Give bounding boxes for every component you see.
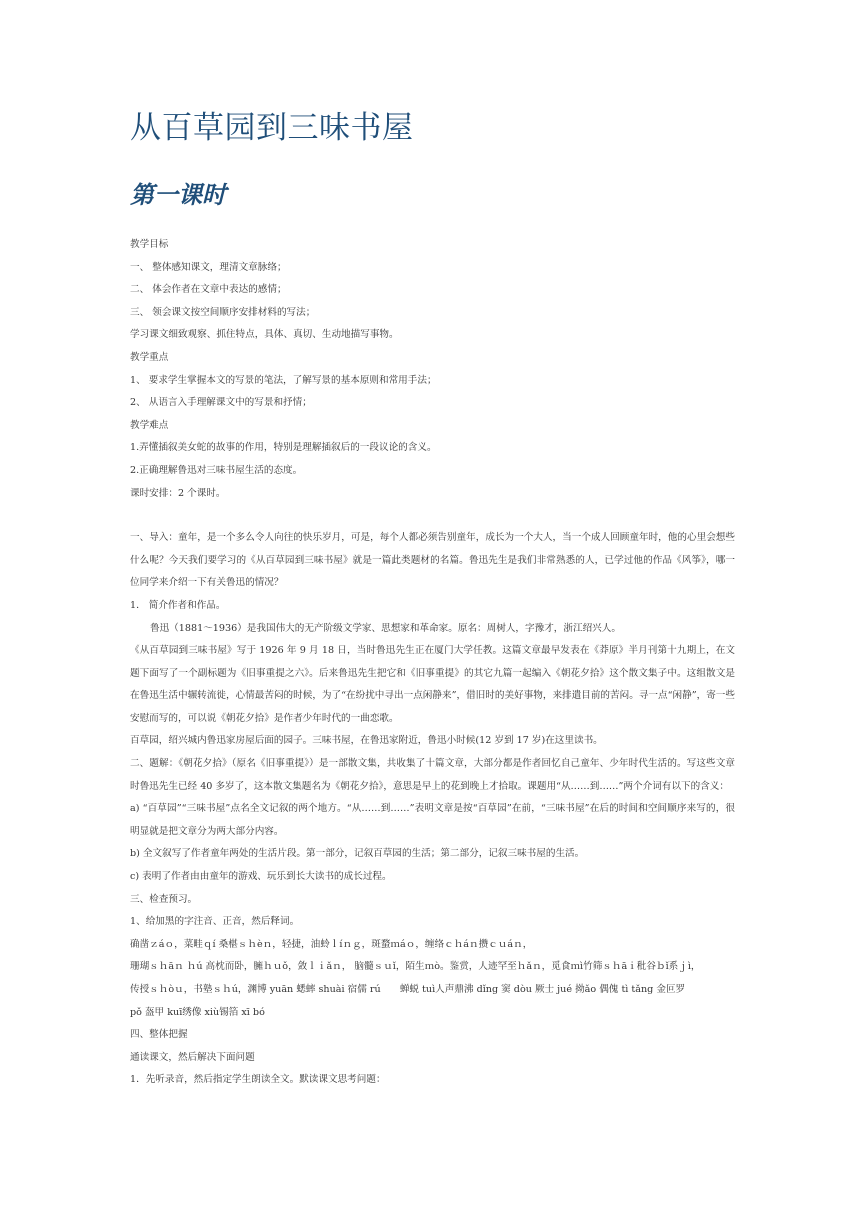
document-page: [130, 108, 735, 1092]
point-c: c) 表明了作者由由童年的游戏、玩乐到长大读书的成长过程。: [130, 871, 392, 883]
objective-item: 一、 整体感知课文，理清文章脉络；: [130, 261, 287, 273]
objective-item: 三、 领会课文按空间顺序安排材料的写法；: [130, 306, 316, 318]
author-heading: 1． 简介作者和作品。: [130, 599, 226, 611]
difficulties-heading: 教学难点: [130, 419, 169, 431]
grasp-task: 通读课文，然后解决下面问题: [130, 1051, 255, 1063]
difficulty-item: 1.弄懂插叙美女蛇的故事的作用，特别是理解插叙后的一段议论的含义。: [130, 442, 437, 454]
pinyin-line: 传授ｓｈòｕ，书塾ｓｈú，渊博 yuān 蟋蟀 shuài 宿儒 rú 蝉蜕 tuì人声鼎沸 dǐng 窦 dòu 厥士 jué 拗ǎo 偶傀 tì tǎng 金叵罗: [130, 984, 686, 995]
author-bio: 鲁迅（1881～1936）是我国伟大的无产阶级文学家、思想家和革命家。原名：周树人，字豫才，浙江绍兴人。: [150, 622, 621, 634]
objective-item: 二、 体会作者在文章中表达的感情；: [130, 284, 287, 296]
key-points-heading: 教学重点: [130, 351, 169, 363]
difficulty-item: 2.正确理解鲁迅对三味书屋生活的态度。: [130, 464, 303, 476]
point-b: b) 全文叙写了作者童年两处的生活片段。第一部分，记叙百草园的生活；第二部分，记叙三味书屋的生活。: [130, 848, 585, 860]
document-body: [130, 234, 735, 1092]
grasp-heading: 四、整体把握: [130, 1029, 188, 1041]
page-title: 从百草园到三味书屋: [130, 110, 414, 146]
objectives-heading: 教学目标: [130, 239, 169, 250]
pinyin-line: pǒ 盔甲 kuī绣像 xiù锡箔 xī bó: [130, 1006, 265, 1018]
grasp-step: 1．先听录音，然后指定学生朗读全文。默读课文思考问题：: [130, 1074, 386, 1086]
pinyin-line: 确凿ｚáｏ，菜畦ｑí 桑椹ｓｈèｎ，轻捷，油蛉ｌíｎｇ，斑蝥ｍáｏ，缠络ｃｈáｎ攒ｃｕáｎ，: [130, 938, 533, 950]
lesson-subtitle: 第一课时: [130, 180, 226, 209]
schedule-text: 课时安排：2 个课时。: [130, 487, 226, 499]
pinyin-line: 珊瑚ｓｈāｎ ｈú 高枕而卧，臃ｈｕǒ，敛ｌｉǎｎ， 脑髓ｓｕǐ，陌生ｍò。鉴赏，人迹罕至ｈǎｎ，觅食ｍì竹筛ｓｈāｉ秕谷ｂǐ系ｊì，: [130, 961, 701, 973]
preview-task: 1、给加黑的字注音、正音，然后释词。: [130, 916, 300, 928]
places-paragraph: 百草园，绍兴城内鲁迅家房屋后面的园子。三味书屋，在鲁迅家附近，鲁迅小时候(12 岁到 17 岁)在这里读书。: [130, 735, 603, 747]
intro-paragraph: 一、导入：童年，是一个多么令人向往的快乐岁月，可是，每个人都必须告别童年，成长为一个大人，当一个成人回顾童年时，他的心里会想些什么呢？今天我们要学习的《从百草园到三味书屋》就是一篇此类题材的名篇。鲁迅先生是我们非常熟悉的人，已学过他的作品《风筝》，哪一位同学来介绍一下有关鲁迅的情况？: [130, 532, 735, 589]
preview-heading: 三、检查预习。: [130, 893, 198, 905]
key-point-item: 2、 从语言入手理解课文中的写景和抒情；: [130, 397, 312, 409]
title-explain-paragraph: 二、题解：《朝花夕拾》（原名《旧事重提》）是一部散文集，共收集了十篇文章，大部分都是作者回忆自己童年、少年时代生活的。写这些文章时鲁迅先生已经 40 多岁了，这本散文集题名为《朝花夕拾》，意思是早上的花到晚上才拾取。课题用“从……到……”两个介词有以下的含义：: [130, 758, 735, 792]
point-a: a) “百草园”“三味书屋”点名全文记叙的两个地方。“从……到……”表明文章是按“百草园”在前，“三味书屋”在后的时间和空间顺序来写的，很明显就是把文章分为两大部分内容。: [130, 803, 735, 837]
work-info-paragraph: 《从百草园到三味书屋》写于 1926 年 9 月 18 日，当时鲁迅先生正在厦门大学任教。这篇文章最早发表在《莽原》半月刊第十九期上，在文题下面写了一个副标题为《旧事重提之六》。后来鲁迅先生把它和《旧事重提》的其它九篇一起编入《朝花夕拾》这个散文集子中。这组散文是在鲁迅生活中辗转流徙，心情最苦闷的时候，为了“在纷扰中寻出一点闲静来”，借旧时的美好事物，来排遣目前的苦闷。寻一点“闲静”，寄一些安慰而写的，可以说《朝花夕拾》是作者少年时代的一曲恋歌。: [130, 645, 735, 724]
objective-item: 学习课文细致观察、抓住特点，具体、真切、生动地描写事物。: [130, 329, 399, 341]
key-point-item: 1、 要求学生掌握本文的写景的笔法，了解写景的基本原则和常用手法；: [130, 374, 437, 386]
